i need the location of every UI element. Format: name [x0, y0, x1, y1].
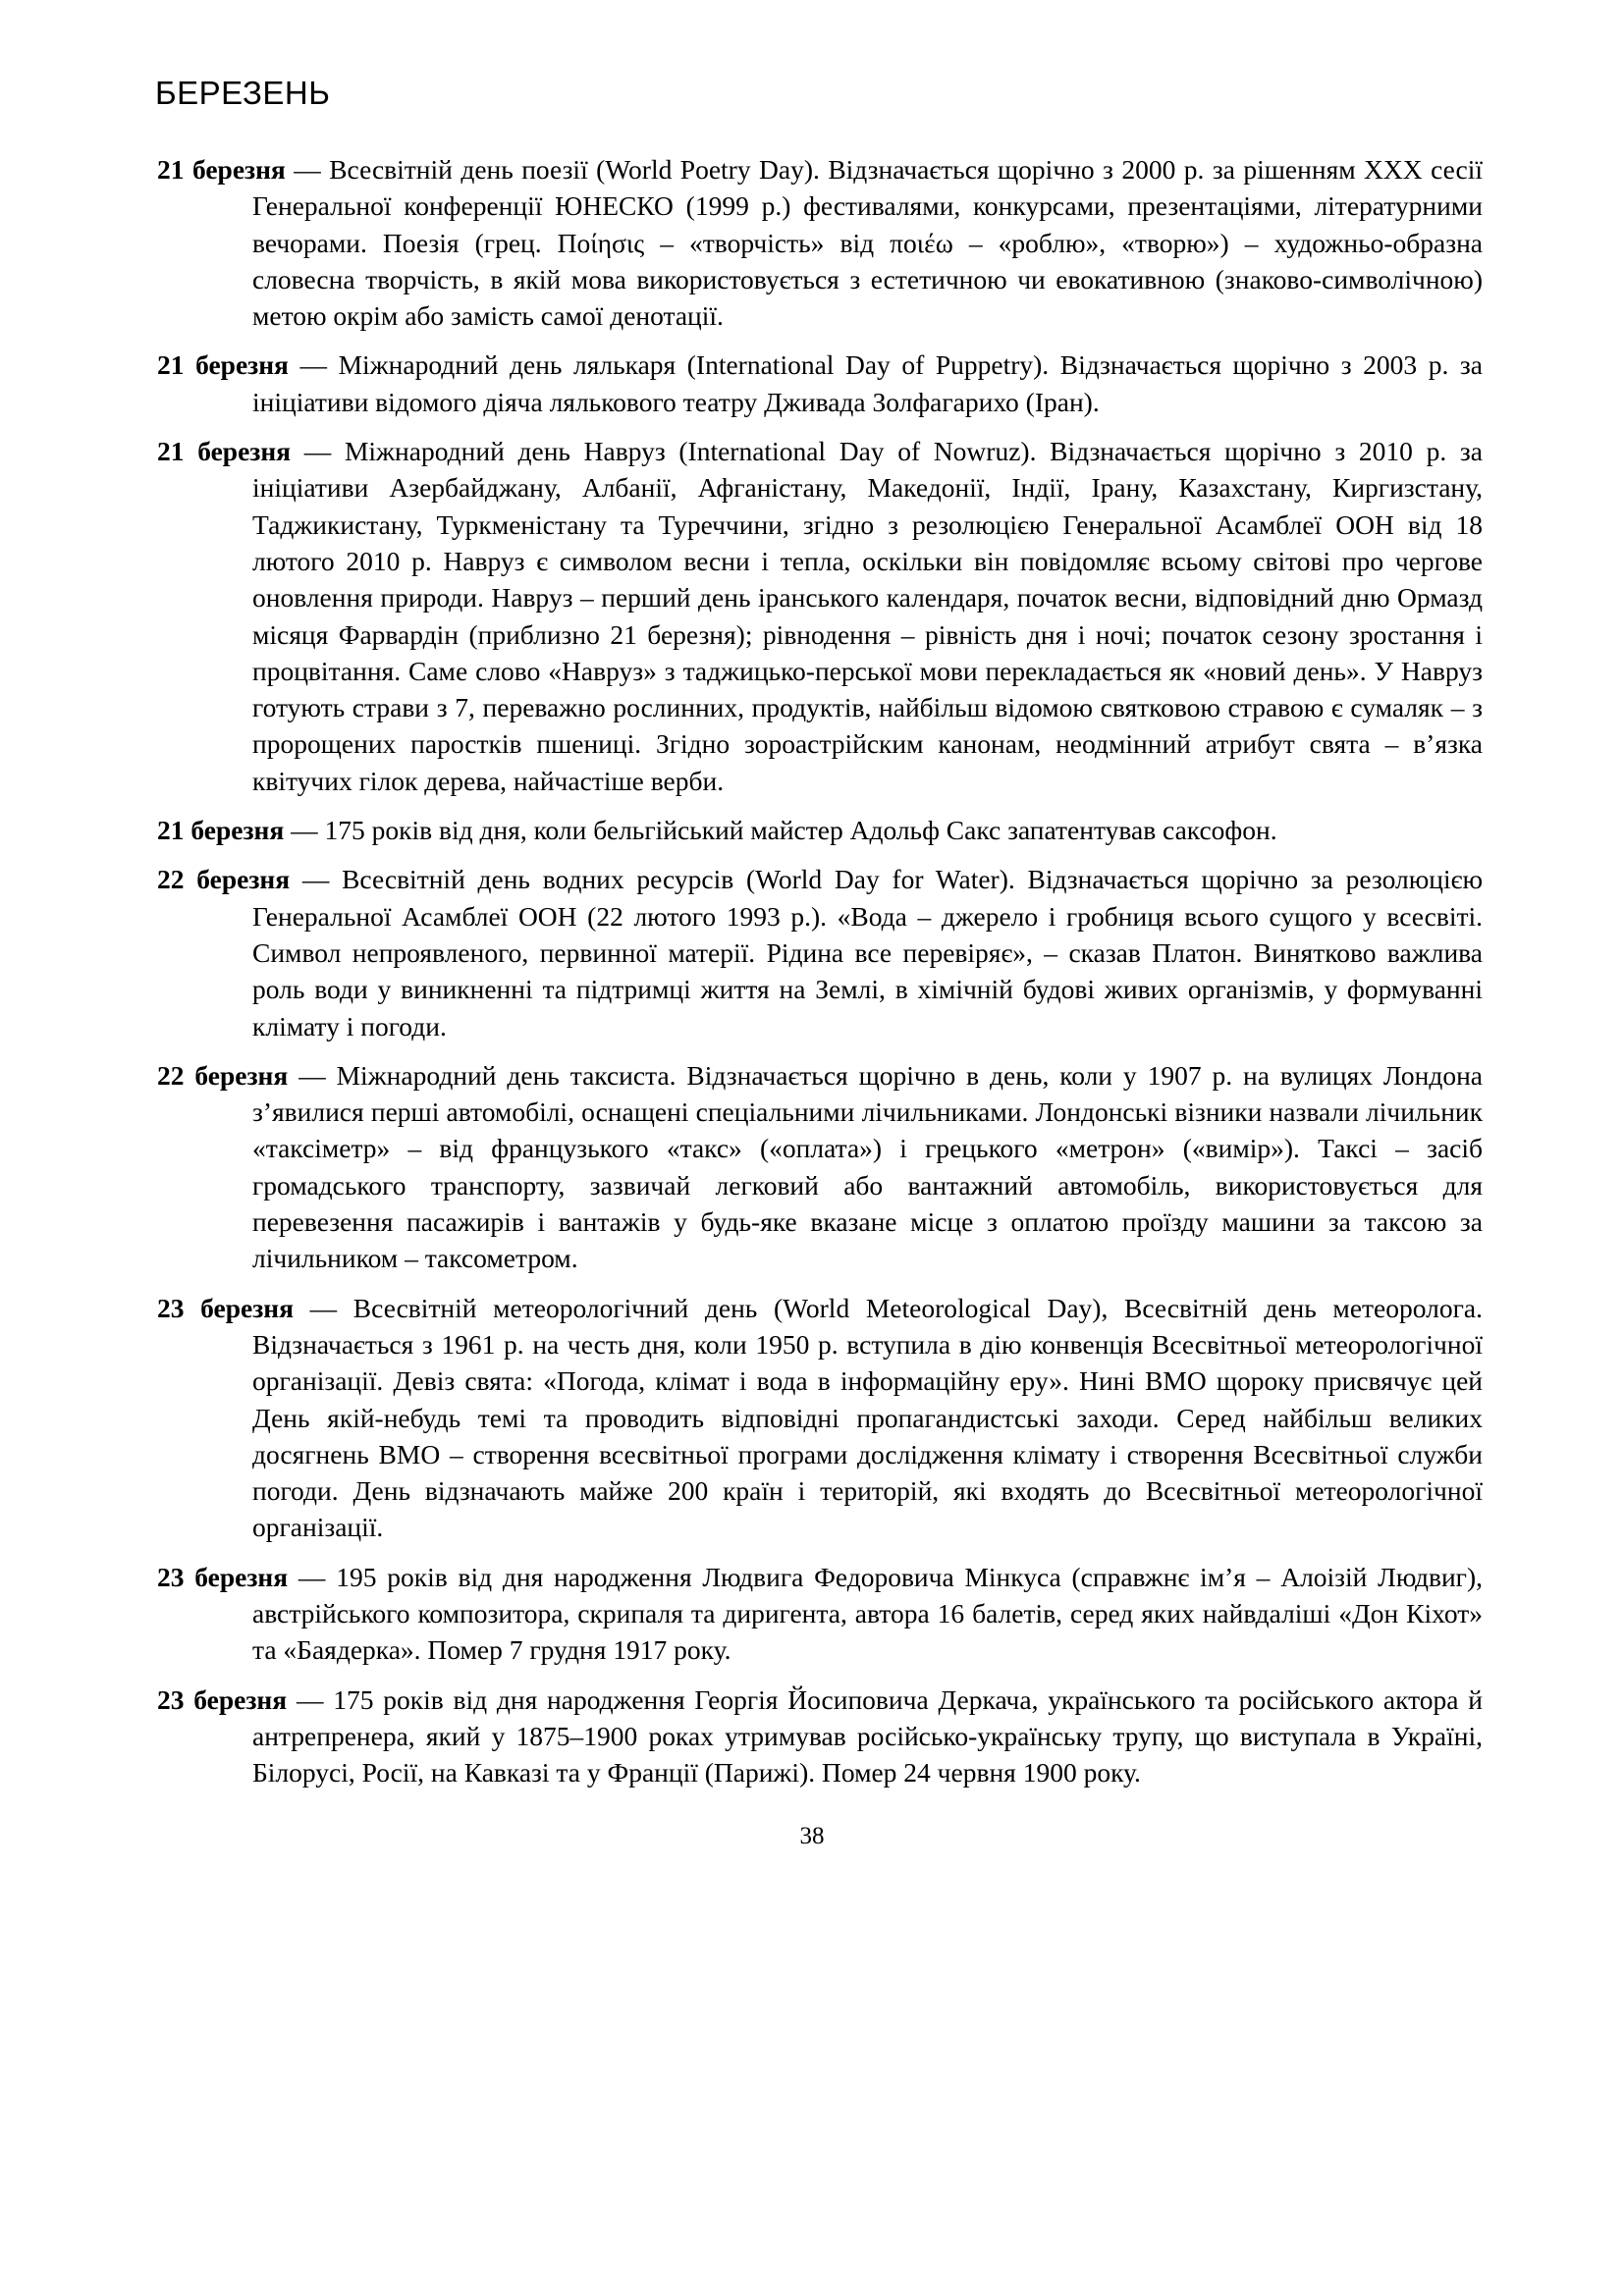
- entry-item: [157, 151, 1483, 334]
- entry-item: [157, 1290, 1483, 1546]
- entry-text: — 195 років від дня народження Людвига Федоровича Мінкуса (справжнє ім’я – Алоізій Людвиг), австрійського композитора, скрипаля та диригента, автора 16 балетів, серед яких найвдаліші «Дон Кіхот» та «Баядерка». Помер 7 грудня 1917 року.: [252, 1561, 1483, 1666]
- entry-date: 22 березня: [157, 1059, 289, 1091]
- entry-text: — Всесвітній метеорологічний день (World Meteorological Day), Всесвітній день метеоролога. Відзначається з 1961 р. на честь дня, коли 1950 р. вступила в дію конвенція Всесвітньої метеорологічної організації. Девіз свята: «Погода, клімат і вода в інформаційну еру». Нині ВМО щороку присвячує цей День якій-небудь темі та проводить відповідні пропагандистські заходи. Серед найбільш великих досягнень ВМО – створення всесвітньої програми дослідження клімату і створення Всесвітньої служби погоди. День відзначають майже 200 країн і територій, які входять до Всесвітньої метеорологічної організації.: [252, 1292, 1483, 1543]
- entry-text: — Міжнародний день лялькаря (International Day of Puppetry). Відзначається щорічно з 2003 р. за ініціативи відомого діяча лялькового театру Дживада Золфагарихо (Іран).: [252, 349, 1483, 417]
- entry-text: — Всесвітній день поезії (World Poetry Day). Відзначається щорічно з 2000 р. за рішенням XXX сесії Генеральної конференції ЮНЕСКО (1999 р.) фестивалями, конкурсами, презентаціями, літературними вечорами. Поезія (грец. Ποίησις – «творчість» від ποιέω – «роблю», «творю») – художньо-образна словесна творчість, в якій мова використовується з естетичною чи евокативною (знаково-символічною) метою окрім або замість самої денотації.: [252, 154, 1483, 332]
- entry-date: 21 березня: [157, 436, 292, 467]
- entry-item: [157, 1559, 1483, 1669]
- entry-date: 21 березня: [157, 154, 286, 185]
- entry-item: [157, 1057, 1483, 1277]
- entry-text: — Міжнародний день таксиста. Відзначається щорічно в день, коли у 1907 р. на вулицях Лондона з’явилися перші автомобілі, оснащені спеціальними лічильниками. Лондонські візники назвали лічильник «таксіметр» – від французького «такс» («оплата») і грецького «метрон» («вимір»). Таксі – засіб громадського транспорту, зазвичай легковий або вантажний автомобіль, використовується для перевезення пасажирів і вантажів у будь-яке вказане місце з оплатою проїзду машини за таксою за лічильником – таксометром.: [252, 1059, 1483, 1274]
- page-number: 38: [799, 1823, 825, 1849]
- entry-item: [157, 1682, 1483, 1791]
- entry-text: — 175 років від дня, коли бельгійський майстер Адольф Сакс запатентував саксофон.: [284, 815, 1277, 846]
- entry-date: 23 березня: [157, 1683, 288, 1715]
- entry-date: 23 березня: [157, 1561, 289, 1592]
- entry-item: [157, 433, 1483, 799]
- entry-text: — Міжнародний день Навруз (International Day of Nowruz). Відзначається щорічно з 2010 р. за ініціативи Азербайджану, Албанії, Афганістану, Македонії, Індії, Ірану, Казахстану, Киргизстану, Таджикистану, Туркменістану та Туреччини, згідно з резолюцією Генеральної Асамблеї ООН від 18 лютого 2010 р. Навруз є символом весни і тепла, оскільки він повідомляє всьому світові про чергове оновлення природи. Навруз – перший день іранського календаря, початок весни, відповідний дню Ормазд місяця Фарвардін (приблизно 21 березня); рівнодення – рівність дня і ночі; початок сезону зростання і процвітання. Саме слово «Навруз» з таджицько-перської мови перекладається як «новий день». У Навруз готують страви з 7, переважно рослинних, продуктів, найбільш відомою святковою стравою є сумаляк – з пророщених паростків пшениці. Згідно зороастрійским канонам, неодмінний атрибут свята – в’язка квітучих гілок дерева, найчастіше верби.: [252, 436, 1483, 796]
- entry-text: — Всесвітній день водних ресурсів (World Day for Water). Відзначається щорічно за резолюцією Генеральної Асамблеї ООН (22 лютого 1993 р.). «Вода – джерело і гробниця всього сущого у всесвіті. Символ непроявленого, первинної матерії. Рідина все перевіряє», – сказав Платон. Винятково важлива роль води у виникненні та підтримці життя на Землі, в хімічній будові живих організмів, у формуванні клімату і погоди.: [252, 864, 1483, 1041]
- entry-text: — 175 років від дня народження Георгія Йосиповича Деркача, українського та російського актора й антрепренера, який у 1875–1900 роках утримував російсько-українську трупу, що виступала в Україні, Білорусі, Росії, на Кавказі та у Франції (Парижі). Помер 24 червня 1900 року.: [252, 1683, 1483, 1789]
- entry-item: [157, 812, 1483, 848]
- entry-date: 21 березня: [157, 815, 285, 846]
- entry-item: [157, 347, 1483, 420]
- entry-item: [157, 861, 1483, 1043]
- entry-date: 21 березня: [157, 349, 289, 381]
- entries-list: [157, 151, 1483, 1803]
- entry-date: 23 березня: [157, 1292, 295, 1323]
- page-title: БЕРЕЗЕНЬ: [155, 75, 331, 111]
- entry-date: 22 березня: [157, 864, 291, 895]
